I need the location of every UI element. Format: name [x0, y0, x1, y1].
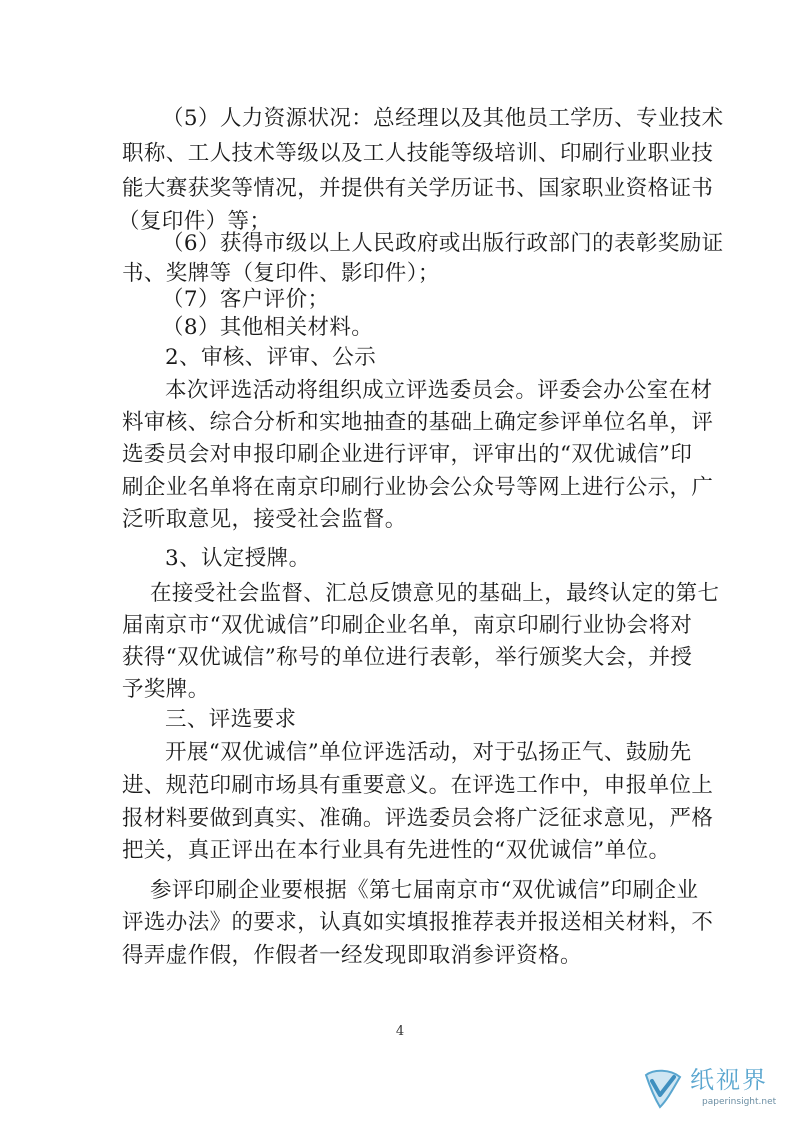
section-heading: 三、评选要求 [165, 707, 297, 732]
text-line: 得弄虚作假，作假者一经发现即取消参评资格。 [122, 943, 582, 968]
text-line: 予奖牌。 [122, 677, 210, 702]
text-line: 参评印刷企业要根据《第七届南京市“双优诚信”印刷企业 [150, 878, 699, 903]
text-line: 泛听取意见，接受社会监督。 [122, 507, 407, 532]
watermark [640, 1059, 790, 1123]
text-line: 书、奖牌等（复印件、影印件）； [122, 261, 440, 286]
text-line: 报材料要做到真实、准确。评选委员会将广泛征求意见，严格 [122, 806, 714, 831]
text-line: 届南京市“双优诚信”印刷企业名单，南京印刷行业协会将对 [122, 613, 693, 638]
text-line: 把关，真正评出在本行业具有先进性的“双优诚信”单位。 [122, 838, 671, 863]
text-line: 选委员会对申报印刷企业进行评审，评审出的“双优诚信”印 [122, 442, 693, 467]
section-heading: 2、审核、评审、公示 [165, 345, 377, 370]
text-line: 料审核、综合分析和实地抽查的基础上确定参评单位名单，评 [122, 410, 714, 435]
text-line: 评选办法》的要求，认真如实填报推荐表并报送相关材料，不 [122, 910, 714, 935]
text-line: （5）人力资源状况：总经理以及其他员工学历、专业技术 [162, 106, 724, 131]
text-line: （6）获得市级以上人民政府或出版行政部门的表彰奖励证 [162, 231, 724, 256]
text-line: 职称、工人技术等级以及工人技能等级培训、印刷行业职业技 [122, 141, 714, 166]
text-line: （复印件）等； [118, 209, 272, 234]
watermark-logo-icon [640, 1065, 686, 1111]
text-line: 能大赛获奖等情况，并提供有关学历证书、国家职业资格证书 [122, 176, 714, 201]
watermark-url: paperinsight.net [702, 1097, 777, 1107]
text-line: 开展“双优诚信”单位评选活动，对于弘扬正气、鼓励先 [165, 740, 692, 765]
page-number: 4 [395, 1024, 405, 1039]
text-line: 刷企业名单将在南京印刷行业协会公众号等网上进行公示，广 [122, 475, 714, 500]
watermark-name: 纸视界 [690, 1066, 768, 1094]
text-line: 在接受社会监督、汇总反馈意见的基础上，最终认定的第七 [150, 581, 720, 606]
text-line: 获得“双优诚信”称号的单位进行表彰，举行颁奖大会，并授 [122, 645, 693, 670]
section-heading: 3、认定授牌。 [165, 546, 311, 571]
text-line: （7）客户评价； [162, 287, 330, 312]
text-line: 进、规范印刷市场具有重要意义。在评选工作中，申报单位上 [122, 773, 714, 798]
text-line: （8）其他相关材料。 [162, 315, 374, 340]
text-line: 本次评选活动将组织成立评选委员会。评委会办公室在材 [165, 378, 713, 403]
